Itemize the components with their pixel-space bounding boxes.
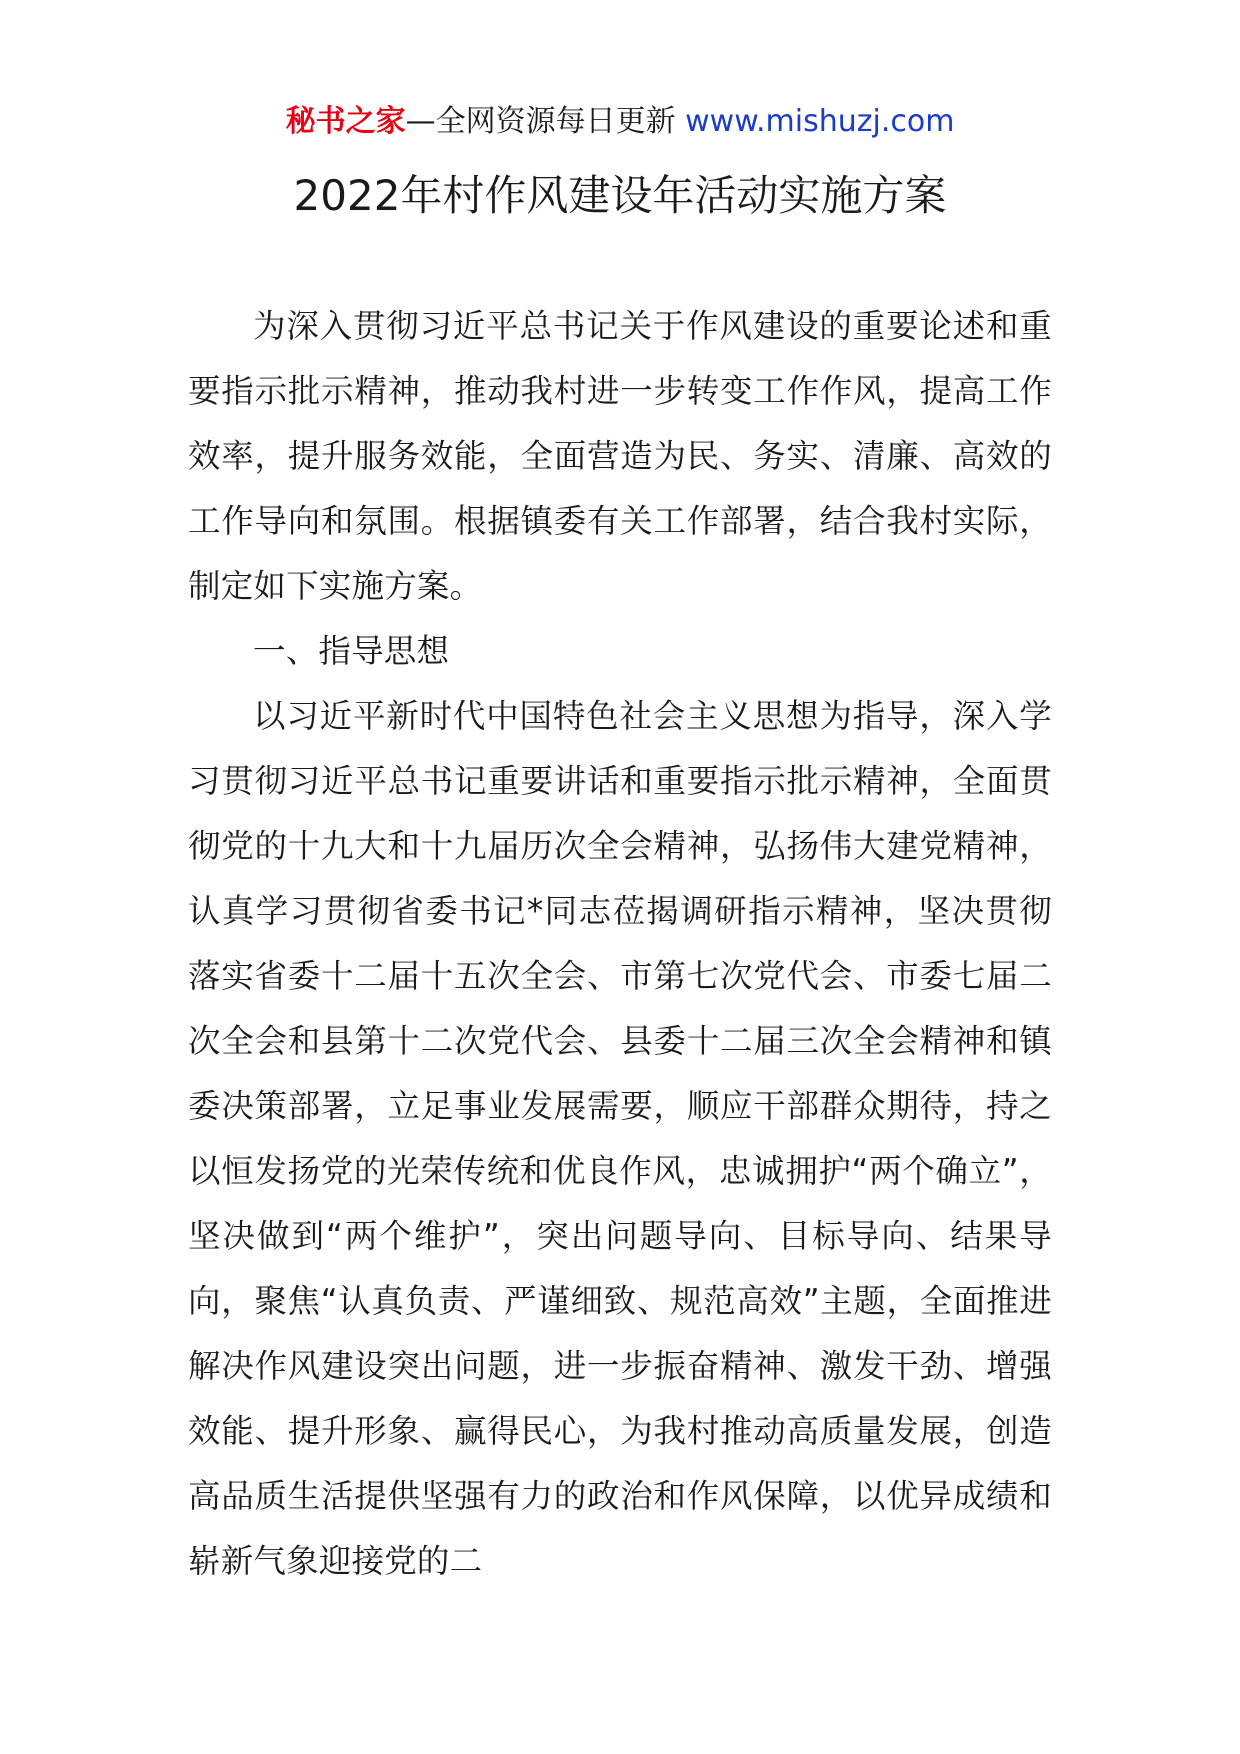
guiding-thought-paragraph: 以习近平新时代中国特色社会主义思想为指导，深入学习贯彻习近平总书记重要讲话和重要指示批示精神，全面贯彻党的十九大和十九届历次全会精神，弘扬伟大建党精神，认真学习贯彻省委书记*同志莅揭调研指示精神，坚决贯彻落实省委十二届十五次全会、市第七次党代会、市委七届二次全会和县第十二次党代会、县委十二届三次全会精神和镇委决策部署，立足事业发展需要，顺应干部群众期待，持之以恒发扬党的光荣传统和优良作风，忠诚拥护“两个确立”，坚决做到“两个维护”，突出问题导向、目标导向、结果导向，聚焦“认真负责、严谨细致、规范高效”主题，全面推进解决作风建设突出问题，进一步振奋精神、激发干劲、增强效能、提升形象、赢得民心，为我村推动高质量发展，创造高品质生活提供坚强有力的政治和作风保障，以优异成绩和崭新气象迎接党的二: [188, 697, 1052, 1580]
section-heading: 一、指导思想: [253, 632, 450, 670]
brand-name: 秘书之家: [285, 104, 406, 139]
intro-paragraph: 为深入贯彻习近平总书记关于作风建设的重要论述和重要指示批示精神，推动我村进一步转变工作作风，提高工作效率，提升服务效能，全面营造为民、务实、清廉、高效的工作导向和氛围。根据镇委有关工作部署，结合我村实际，制定如下实施方案。: [188, 307, 1052, 605]
site-header: [0, 100, 1240, 144]
site-url-link[interactable]: www.mishuzj.com: [685, 104, 955, 139]
document-title: 2022年村作风建设年活动实施方案: [293, 171, 947, 220]
document-body: [188, 294, 1052, 1594]
header-slogan: —全网资源每日更新: [405, 104, 676, 139]
